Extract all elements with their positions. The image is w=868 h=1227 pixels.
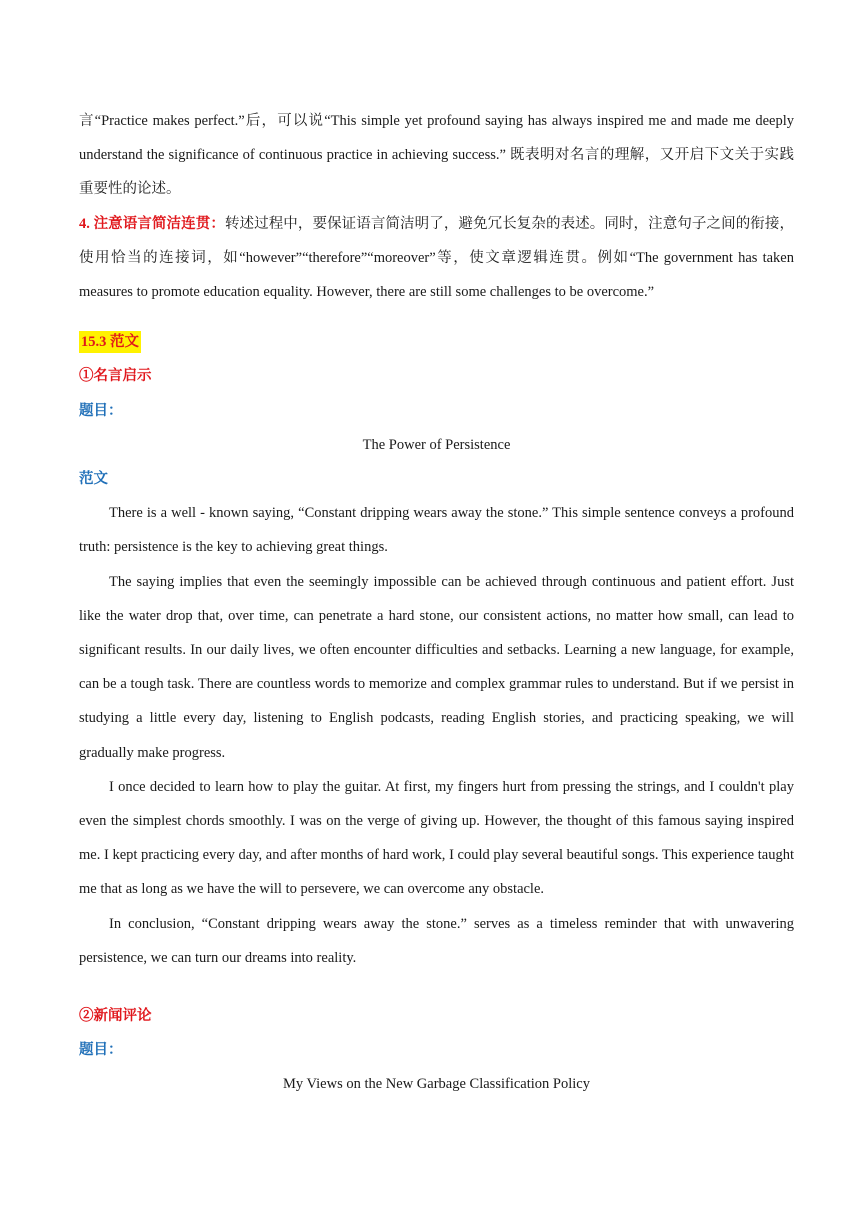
intro-paragraph: 言“Practice makes perfect.”后，可以说“This simple yet profound saying has always inspired me and made me deeply understand the significance of continuous practice in achieving success.” 既表明对名言的理解，又开启下文关于实践重要性的论述。 [79,113,794,198]
essay-paragraph-4: In conclusion, “Constant dripping wears away the stone.” serves as a timeless reminder that with unwavering persistence, we can turn our dreams into reality. [79,915,794,966]
tip-4-label: 4. 注意语言简洁连贯： [79,215,225,232]
section-heading [79,325,794,359]
tip-4-paragraph [79,207,794,310]
spacer [79,975,794,999]
section-badge: 15.3 范文 [79,331,141,353]
essay-paragraph-2: The saying implies that even the seemingly impossible can be achieved through continuous and patient effort. Just like the water drop that, over time, can penetrate a hard stone, our consistent actions, no matter how small, can lead to significant results. In our daily lives, we often encounter difficulties and setbacks. Learning a new language, for example, can be a tough task. There are countless words to memorize and complex grammar rules to understand. But if we persist in studying a little every day, listening to English podcasts, reading English stories, and practicing speaking, we will gradually make progress. [79,573,794,761]
model-essay-label: 范文 [79,471,108,488]
subsection-famous-saying: ①名言启示 [79,368,152,385]
spacer [79,309,794,325]
topic-label: 题目： [79,402,123,419]
tip-4-text: 转述过程中，要保证语言简洁明了，避免冗长复杂的表述。同时，注意句子之间的衔接，使用恰当的连接词，如“however”“therefore”“moreover”等，使文章逻辑连贯。例如“The government has taken measures to promote education equality. However, there are still some challenges to be overcome.” [79,215,794,301]
essay-title: The Power of Persistence [362,436,511,453]
topic-label-2: 题目： [79,1042,123,1059]
document-content [79,104,794,1102]
essay-paragraph-1: There is a well - known saying, “Constant dripping wears away the stone.” This simple sentence conveys a profound truth: persistence is the key to achieving great things. [79,505,794,556]
essay-paragraph-3: I once decided to learn how to play the guitar. At first, my fingers hurt from pressing the strings, and I couldn't play even the simplest chords smoothly. I was on the verge of giving up. However, the thought of this famous saying inspired me. I kept practicing every day, and after months of hard work, I could play several beautiful songs. This experience taught me that as long as we have the will to persevere, we can overcome any obstacle. [79,778,794,898]
essay-2-title: My Views on the New Garbage Classification Policy [283,1076,590,1093]
subsection-news-comment: ②新闻评论 [79,1008,152,1025]
